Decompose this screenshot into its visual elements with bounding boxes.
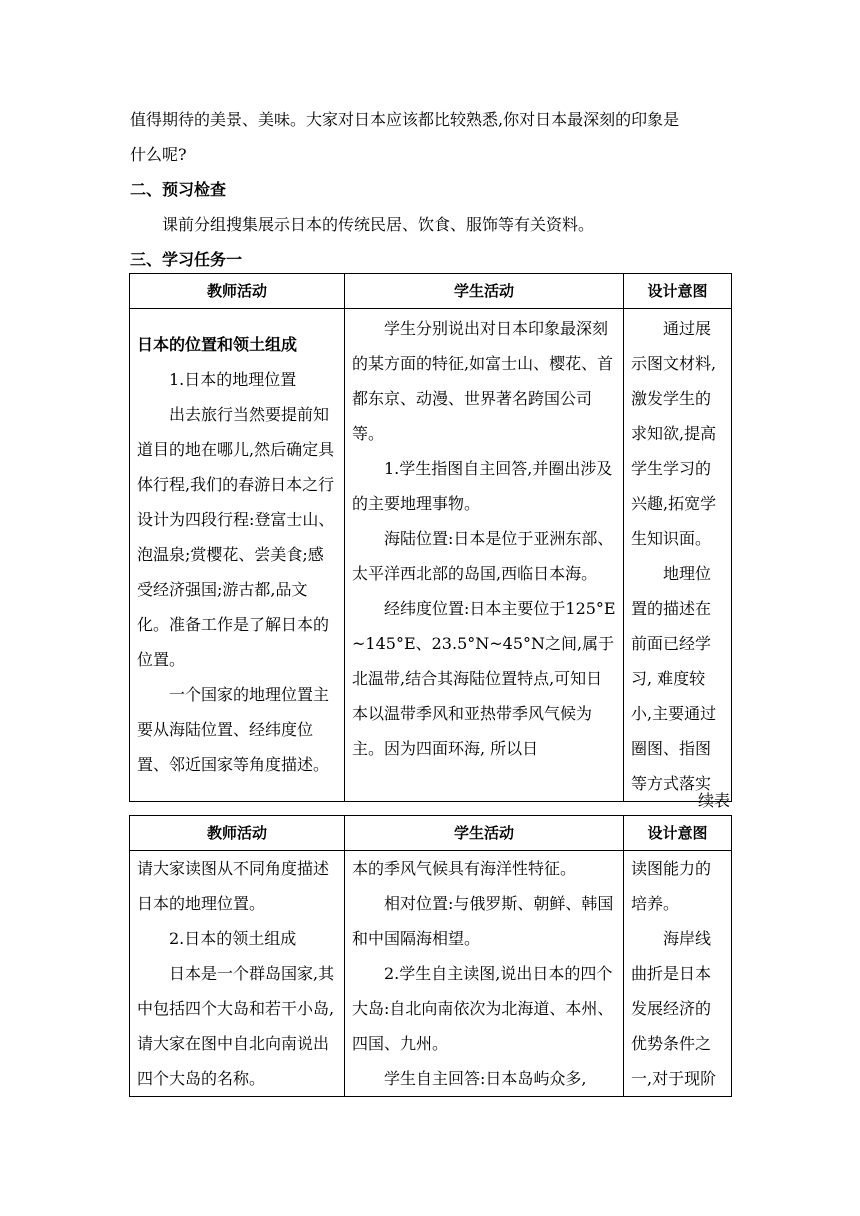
student-paragraph: 相对位置:与俄罗斯、朝鲜、韩国和中国隔海相望。 [352, 894, 614, 948]
table-row [130, 851, 732, 1097]
intro-line-2: 什么呢? [130, 145, 187, 164]
header-student-activity: 学生活动 [345, 274, 624, 309]
header-student-activity: 学生活动 [345, 816, 624, 851]
header-teacher-activity: 教师活动 [130, 816, 345, 851]
teacher-subheading: 1.日本的地理位置 [169, 370, 297, 389]
section-heading-preview: 二、预习检查 [130, 180, 227, 199]
design-paragraph: 地理位置的描述在前面已经学习, 难度较小,主要通过圈图、指图等方式落实 [631, 564, 717, 793]
table-header-row [130, 816, 732, 851]
student-paragraph: 2.学生自主读图,说出日本的四个大岛:自北向南依次为北海道、本州、四国、九州。 [352, 964, 614, 1053]
design-intent-cell [624, 851, 732, 1097]
section-text-preview: 课前分组搜集展示日本的传统民居、饮食、服饰等有关资料。 [162, 215, 595, 234]
student-paragraph: 海陆位置:日本是位于亚洲东部、太平洋西北部的岛国,西临日本海。 [352, 529, 614, 583]
student-activity-cell [345, 309, 624, 802]
header-teacher-activity: 教师活动 [130, 274, 345, 309]
section-heading-task1: 三、学习任务一 [130, 250, 243, 269]
teacher-activity-cell [130, 851, 345, 1097]
design-paragraph: 通过展示图文材料,激发学生的求知欲,提高学生学习的兴趣,拓宽学生知识面。 [631, 319, 717, 548]
teacher-paragraph: 出去旅行当然要提前知道目的地在哪儿,然后确定具体行程,我们的春游日本之行设计为四段行程:登富士山、泡温泉;赏樱花、尝美食;感受经济强国;游古都,品文化。准备工作是了解日本的位置。 [137, 405, 335, 669]
design-paragraph: 读图能力的培养。 [631, 859, 712, 913]
table-row [130, 309, 732, 802]
student-paragraph: 经纬度位置:日本主要位于125°E~145°E、23.5°N~45°N之间,属于北温带,结合其海陆位置特点,可知日本以温带季风和亚热带季风气候为主。因为四面环海, 所以日 [352, 599, 616, 758]
intro-line-1: 值得期待的美景、美味。大家对日本应该都比较熟悉,你对日本最深刻的印象是 [130, 110, 680, 129]
student-paragraph: 本的季风气候具有海洋性特征。 [352, 859, 577, 878]
teacher-paragraph: 一个国家的地理位置主要从海陆位置、经纬度位置、邻近国家等角度描述。 [137, 685, 330, 774]
teacher-section-title: 日本的位置和领土组成 [137, 335, 298, 354]
header-design-intent: 设计意图 [624, 274, 732, 309]
header-design-intent: 设计意图 [624, 816, 732, 851]
design-paragraph: 海岸线曲折是日本发展经济的优势条件之一,对于现阶 [631, 929, 717, 1088]
design-intent-cell [624, 309, 732, 802]
teacher-activity-cell [130, 309, 345, 802]
teacher-paragraph: 请大家读图从不同角度描述日本的地理位置。 [137, 859, 330, 913]
student-paragraph: 学生分别说出对日本印象最深刻的某方面的特征,如富士山、樱花、首都东京、动漫、世界著名跨国公司等。 [352, 319, 614, 443]
student-activity-cell [345, 851, 624, 1097]
teacher-paragraph: 日本是一个群岛国家,其中包括四个大岛和若干小岛,请大家在图中自北向南说出四个大岛的名称。 [137, 964, 335, 1088]
teacher-subheading: 2.日本的领土组成 [169, 929, 297, 948]
student-paragraph: 1.学生指图自主回答,并圈出涉及的主要地理事物。 [352, 459, 613, 513]
continued-label: 续表 [697, 791, 730, 810]
lesson-table-2 [129, 815, 732, 1097]
lesson-table-1 [129, 273, 732, 802]
student-paragraph: 学生自主回答:日本岛屿众多, [384, 1069, 587, 1088]
table-header-row [130, 274, 732, 309]
